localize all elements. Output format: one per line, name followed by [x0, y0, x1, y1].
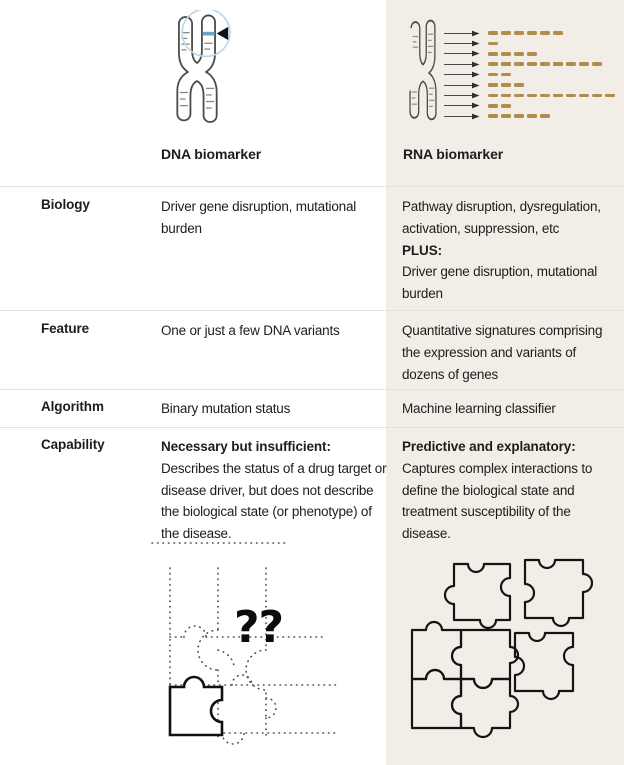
feature-dna-cell: One or just a few DNA variants: [161, 323, 340, 338]
dna-column-header: DNA biomarker: [161, 146, 262, 162]
biology-rna-cell: [402, 196, 618, 305]
row-divider: [0, 310, 624, 311]
transcript-dashes: [488, 52, 540, 56]
puzzle-piece: [452, 679, 518, 737]
transcription-arrow-icon: [444, 39, 480, 48]
algorithm-rna-cell: Machine learning classifier: [402, 401, 556, 416]
capability-dna-heading: Necessary but insufficient:: [161, 439, 331, 454]
capability-dna-text: Describes the status of a drug target or disease driver, but does not describe the biological state (or phenotype) of the disease.: [161, 460, 387, 542]
complete-puzzle-icon: [408, 556, 593, 746]
transcription-arrow-icon: [444, 60, 480, 69]
puzzle-piece: [515, 633, 573, 699]
biology-dna-cell: Driver gene disruption, mutational burden: [161, 199, 357, 236]
capability-rna-text: Captures complex interactions to define the biological state and treatment susceptibility of the disease.: [402, 460, 593, 542]
transcript-dashes: [488, 42, 501, 46]
transcript-row: [444, 80, 527, 90]
transcript-dashes: [488, 104, 514, 108]
transcript-dashes: [488, 83, 527, 87]
transcript-dashes: [488, 94, 618, 98]
biology-rna-plus-label: PLUS:: [402, 242, 443, 258]
biology-rna-text2: Driver gene disruption, mutational burden: [402, 264, 598, 302]
capability-rna-cell: [402, 436, 618, 545]
rna-column-header: RNA biomarker: [403, 146, 504, 162]
puzzle-piece: [445, 564, 510, 628]
transcript-dashes: [488, 31, 566, 35]
transcript-row: [444, 111, 553, 121]
biology-rna-text1: Pathway disruption, dysregulation, activation, suppression, etc: [402, 199, 601, 236]
transcription-arrow-icon: [444, 91, 480, 100]
transcript-row: [444, 49, 540, 59]
capability-dna-cell: [161, 436, 389, 545]
row-label-biology: Biology: [41, 197, 90, 212]
variant-band: [203, 32, 215, 36]
row-divider: [0, 389, 624, 390]
dna-chromosome-icon: [156, 10, 238, 134]
algorithm-dna-cell: Binary mutation status: [161, 401, 291, 416]
transcription-arrow-icon: [444, 101, 480, 110]
puzzle-piece: [525, 560, 592, 626]
row-divider: [0, 427, 624, 428]
row-label-algorithm: Algorithm: [41, 399, 104, 414]
transcription-arrow-icon: [444, 49, 480, 58]
transcription-arrow-icon: [444, 29, 480, 38]
transcript-dashes: [488, 114, 553, 118]
transcription-arrow-icon: [444, 70, 480, 79]
transcript-row: [444, 90, 618, 100]
transcript-row: [444, 101, 514, 111]
transcript-row: [444, 38, 501, 48]
single-puzzle-piece: [170, 677, 222, 735]
transcription-arrow-icon: [444, 112, 480, 121]
feature-rna-cell: Quantitative signatures comprising the expression and variants of dozens of genes: [402, 323, 603, 382]
transcript-dashes: [488, 73, 514, 77]
rna-chromosome-icon: [396, 16, 450, 130]
transcript-row: [444, 59, 605, 69]
question-marks: ??: [234, 602, 284, 653]
transcription-arrow-icon: [444, 81, 480, 90]
capability-rna-heading: Predictive and explanatory:: [402, 439, 576, 454]
row-divider: [0, 186, 624, 187]
transcript-row: [444, 70, 514, 80]
row-label-feature: Feature: [41, 321, 90, 336]
variant-marker-arrow-icon: [217, 27, 228, 40]
transcript-row: [444, 28, 566, 38]
row-label-capability: Capability: [41, 437, 105, 452]
transcript-dashes: [488, 62, 605, 66]
